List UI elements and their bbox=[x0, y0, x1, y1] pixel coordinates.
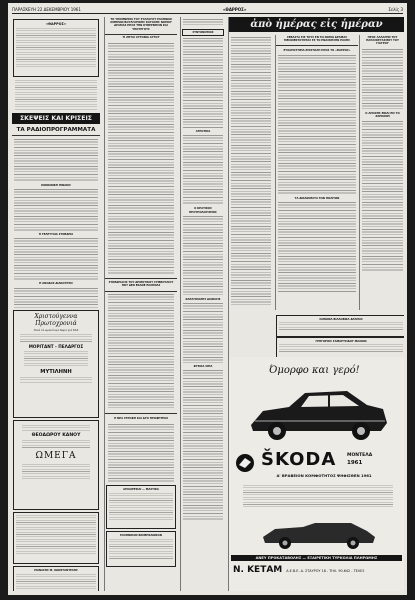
headline-hostages: ΤΟ ΥΠΟΜΝΗΜΑ ΤΟΥ ΣΥΛΛΟΓΟΥ ΕΛΛΗΝΩΝ ΟΜΗΡΩΝ ΒΟΥΛΓΑΡΙΚΗΣ ΚΑΤΟΧΗΣ ΝΟΜΟΥ ΔΡΑΜΑΣ ΠΡΟΣ ΤΗΝ ΚΥΒΕΡΝΗΣΙΝ ΚΑΙ ΥΠΟΥΡΓΟΥΣ bbox=[110, 18, 172, 31]
skoda-logo-icon bbox=[235, 453, 255, 473]
notice-text bbox=[16, 515, 96, 555]
news-block bbox=[15, 80, 97, 110]
col4-mid-sub bbox=[275, 35, 358, 310]
section-social: ΚΟΙΝΩΝΙΚΗ ΠΙΝΑΚΙΣ bbox=[41, 184, 71, 187]
headline-council: ΣΥΝΕΔΡΙΑΣΙΣ ΤΟΥ ΔΗΜΟΤΙΚΟΥ ΣΥΜΒΟΥΛΙΟΥ ΠΟΥ ΔΕΝ ΕΚΑΝΕ ΕΛΛΗΝΑΣ bbox=[108, 281, 174, 288]
col4-rights-text bbox=[278, 202, 356, 292]
skoda-dealer: Ν. ΚΕΤΑΜ bbox=[233, 565, 283, 575]
xmas-copy bbox=[20, 334, 92, 342]
xmas-title: Χριστούγεννα bbox=[34, 312, 78, 320]
bottom-ad-text bbox=[16, 574, 96, 591]
soap-ad-title: ΣΑΠΩΝΙΑ ΒΙΛΑΟΒΙΚΑ ΔΡΑΜΑΣ bbox=[319, 318, 363, 321]
header-page-number: Σελίς 3 bbox=[388, 6, 403, 12]
col4-letter-text bbox=[278, 55, 356, 195]
col3-headbox bbox=[182, 29, 224, 36]
skoda-brand: ŠKODA bbox=[261, 449, 337, 470]
xmas-ad bbox=[13, 310, 99, 418]
col4-right-head: ΠΡΟΣ ΑΛΛΑΓΗΝ ΤΟΥ ΠΑΡΑΣΚΕΥΑΣΜΟΥ ΤΟΥ ΓΙΑΤΡΟΥ bbox=[366, 36, 399, 46]
masthead-info bbox=[16, 28, 96, 68]
elections-text bbox=[109, 493, 173, 521]
soap-ad-text bbox=[279, 322, 403, 330]
xmas-brand: ΜΟΡΙΤΑΝΤ - ΠΕΛΑΡΓΟΣ bbox=[28, 343, 84, 349]
masthead-small: «ΘΑΡΡΟΣ» bbox=[45, 22, 67, 26]
skoda-dealer-row bbox=[233, 565, 404, 575]
banner-day-to-day: ἀπὸ ἡμέρας εἰς ἡμέραν bbox=[229, 17, 404, 32]
header-date: ΠΑΡΑΣΚΕΥΗ 22 ΔΕΚΕΜΒΡΙΟΥ 1961 bbox=[12, 6, 81, 12]
radio-text bbox=[14, 139, 98, 181]
skoda-car-illustration bbox=[243, 383, 393, 445]
col3-text-1 bbox=[183, 38, 223, 128]
col4-right-sub bbox=[359, 35, 404, 310]
section-anodos: Η ΑΝΟΔΟΣ ΔΙΑΚΟΥΡΣΙΣ bbox=[39, 282, 73, 286]
col3-item-4: ΦΥΣΙΚΑ ΟΡΙΑ bbox=[193, 365, 213, 369]
industrial-ad-text bbox=[109, 539, 173, 559]
meeting-text bbox=[14, 238, 98, 280]
column-4 bbox=[228, 17, 404, 591]
samartsidou-ad-title: ΓΡΗΓΟΡΙΟΣ ΣΑΜΑΡΤΣΙΔΟΥ ΜΑΛΙΩΝ bbox=[315, 340, 367, 343]
masthead-box bbox=[13, 19, 99, 77]
watch-shop: ΘΕΟΔΩΡΟΥ ΚΑΝΟΥ bbox=[31, 432, 81, 438]
col3-text-3 bbox=[183, 216, 223, 296]
col4-head-letter: ΕΥΧΑΡΙΣΤΗΡΙΑ ΕΠΙΣΤΟΛΗ ΠΡΟΣ ΤΟ «ΘΑΡΡΟΣ» bbox=[283, 49, 351, 52]
col3-item-2: Ο ΚΡΑΤΙΚΟΣ ΠΡΟΥΠΟΛΟΓΙΣΜΟΣ bbox=[189, 207, 217, 214]
headline-elections: ΑΡΧΑΙΡΕΣΙΑΙ — ΜΑΣΤΙΚΑ bbox=[123, 488, 159, 491]
soap-ad bbox=[276, 315, 404, 337]
article-council bbox=[108, 294, 174, 410]
skoda-models: ΜΟΝΤΕΛΑ bbox=[347, 453, 373, 458]
col4-left-text bbox=[231, 37, 271, 307]
xmas-products bbox=[24, 351, 88, 367]
col3-text-2 bbox=[183, 135, 223, 205]
col3-top-text bbox=[183, 19, 223, 27]
xmas-line: Ποιά τά ωραιότερα δῶρα γιά ΣΑΣ bbox=[33, 328, 79, 332]
section-meeting: Η ΤΕΛΕΥΤΑΙΑ ΣΥΝΕΔΡΙΑ bbox=[38, 233, 74, 237]
bottom-ad-title: ΜΑΝΑΣΗΣ Μ. ΚΩΝΣΤΑΝΤΕΛΗΣ bbox=[34, 568, 78, 572]
header-masthead: «ΘΑΡΡΟΣ» bbox=[222, 6, 247, 12]
col3-item-3: ΚΑΡΑΓΚΙΟΖΗΣ ΔΙΑΒΑΣΙΣ bbox=[185, 297, 221, 301]
skoda-dealer-address: Α.Ε.Β.Ε. Δ. ΣΤΑΥΡΟΥ 18 - ΤΗΛ. 90.642 - ΤΕΛΕΣ bbox=[286, 569, 365, 573]
col4-head-greetings: ΣΕΒΑΣΤΑ ΕΙΣ ΤΟΥΣ ΕΝ ΤΩ ΝΟΜΩ ΔΡΑΜΑΣ ΜΕΙΟΝΕΚΤΟΥΝΤΑΣ ΕΣ ΤΟ ΕΝΑΣΚΗΣΗΝ ΕΛΛΗΣ bbox=[284, 36, 350, 43]
elections-box bbox=[106, 485, 176, 529]
radio-heading: ΤΑ ΡΑΔΙΟΠΡΟΓΡΑΜΜΑΤΑ bbox=[12, 126, 100, 136]
column-3 bbox=[180, 17, 225, 591]
subhead-autonomy: ΤΙ ΖΗΤΑΙ ΑΥΤΟΝΙΑ ΑΥΤΟΥ bbox=[122, 36, 160, 40]
skoda-slogan: Όμορφο και γερό! bbox=[269, 365, 360, 376]
notice-box bbox=[13, 512, 99, 564]
newyear-title: Πρωτοχρονιά bbox=[35, 319, 77, 327]
col4-head-rights: ΤΑ ΔΙΚΑΙΩΜΑΤΑ ΤΩΝ ΠΟΛΙΤΩΝ bbox=[294, 197, 340, 201]
anodos-text bbox=[14, 288, 98, 308]
samartsidou-ad-text bbox=[279, 344, 403, 352]
col3-item-1: ΑΓΡΟΤΙΚΑ bbox=[195, 130, 211, 134]
col4-right-text1 bbox=[362, 49, 403, 109]
industrial-ad bbox=[106, 531, 176, 567]
col4-right-text2 bbox=[362, 121, 403, 271]
watch-copy bbox=[22, 464, 90, 480]
skoda-ad bbox=[229, 357, 404, 591]
industrial-ad-title: ΕΛΛΗΝΙΚΟΝ ΒΙΟΜΗΧΑΝΙΚΟΝ bbox=[120, 534, 162, 537]
skoda-year: 1961 bbox=[347, 460, 363, 466]
col3-text-5 bbox=[183, 370, 223, 520]
page-header bbox=[12, 5, 403, 14]
col3-head: ΣΥΝΤΟΝΙΣΜΟΣ bbox=[192, 31, 214, 34]
bottom-ad bbox=[13, 566, 99, 591]
xmas-address bbox=[20, 377, 92, 383]
social-text bbox=[14, 189, 98, 231]
skoda-award: Α' ΒΡΑΒΕΙΟΝ ΚΟΜΦΟΤΗΤΟΣ ΨΗΦΙΣΘΕΝ 1961 bbox=[276, 473, 372, 478]
watch-ad bbox=[13, 420, 99, 510]
column-1 bbox=[12, 17, 100, 591]
watch-brand: ΩΜΕΓΑ bbox=[35, 450, 77, 461]
skoda-copy bbox=[243, 485, 393, 509]
watch-address bbox=[22, 440, 90, 448]
banner-skepseis: ΣΚΕΨΕΙΣ ΚΑΙ ΚΡΙΣΕΙΣ bbox=[12, 113, 100, 124]
col4-right-head2: Ο ΑΠΟΧΗΣ ΕΙΝΑΙ ΕΙΣ ΤΟ ΖΑΡΚΟΝΗ bbox=[365, 111, 400, 118]
xmas-city: ΜΥΤΙΛΗΝΗ bbox=[40, 368, 72, 375]
samartsidou-ad bbox=[276, 337, 404, 359]
skoda-convertible-illustration bbox=[259, 515, 379, 551]
col3-text-4 bbox=[183, 303, 223, 363]
newspaper-page bbox=[8, 3, 407, 595]
col4-left-sub bbox=[229, 35, 273, 310]
skoda-terms: ΑΝΕΥ ΠΡΟΚΑΤΑΒΟΛΗΣ — ΕΞΑΙΡΕΤΙΚΗ ΤΥΡΚΟΛΙΑ ΠΛΗΡΩΜΗΣ bbox=[231, 555, 402, 561]
watch-tagline bbox=[22, 425, 90, 431]
article-prophecies bbox=[108, 424, 174, 482]
column-2 bbox=[104, 17, 177, 591]
article-hostages bbox=[108, 43, 174, 275]
headline-prophecies: Η ΝΕΑ ΣΤΡΟΦΗ ΚΑΙ ΔΥΟ ΠΡΟΦΗΤΕΙΑΙ bbox=[114, 416, 168, 420]
